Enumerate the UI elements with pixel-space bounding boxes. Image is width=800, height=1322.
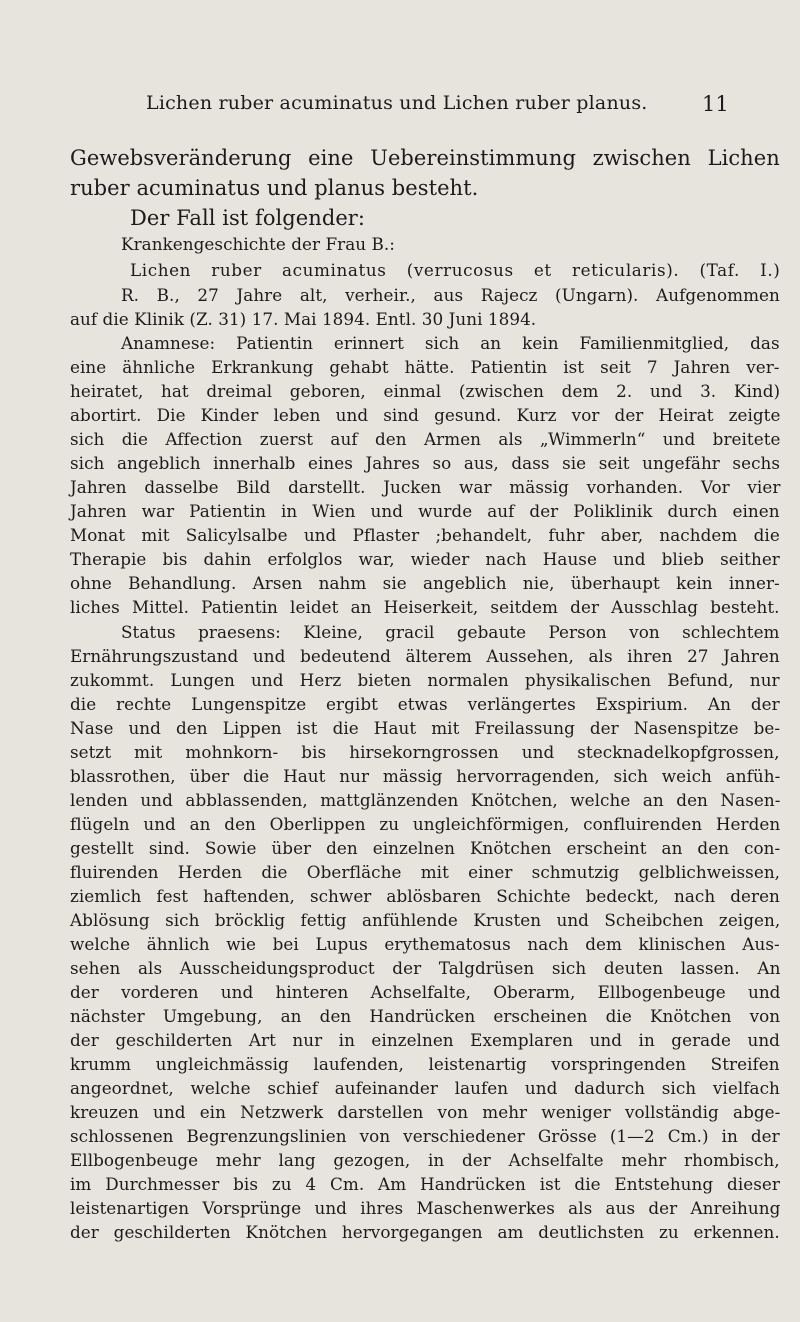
text-line: Jahren dasselbe Bild darstellt. Jucken war mässig vorhanden. Vor vier <box>70 477 781 497</box>
text-line: sich die Affection zuerst auf den Armen als „Wimmerln“ und breitete <box>70 429 781 449</box>
text-line: der geschilderten Knötchen hervorgegangen am deutlichsten zu erkennen. <box>70 1222 780 1242</box>
text-line: schlossenen Begrenzungslinien von verschiedener Grösse (1—2 Cm.) in der <box>70 1126 780 1146</box>
text-line: die rechte Lungenspitze ergibt etwas verlängertes Exspirium. An der <box>70 694 780 714</box>
text-line: Monat mit Salicylsalbe und Pflaster ;behandelt, fuhr aber, nachdem die <box>70 525 780 545</box>
text-line: eine ähnliche Erkrankung gehabt hätte. Patientin ist seit 7 Jahren ver- <box>70 357 780 377</box>
text-line: Ellbogenbeuge mehr lang gezogen, in der Achselfalte mehr rhombisch, <box>70 1150 780 1170</box>
text-line: nächster Umgebung, an den Handrücken erscheinen die Knötchen von <box>70 1006 781 1026</box>
text-line: setzt mit mohnkorn- bis hirsekorngrossen und stecknadelkopfgrossen, <box>70 742 780 762</box>
text-line: sich angeblich innerhalb eines Jahres so aus, dass sie seit ungefähr sechs <box>70 453 781 473</box>
text-line: fluirenden Herden die Oberfläche mit einer schmutzig gelblichweissen, <box>70 862 781 882</box>
text-line: im Durchmesser bis zu 4 Cm. Am Handrücken ist die Entstehung dieser <box>70 1174 780 1194</box>
text-line: blassrothen, über die Haut nur mässig hervorragenden, sich weich anfüh- <box>70 766 781 786</box>
running-head: Lichen ruber acuminatus und Lichen ruber planus. <box>146 92 648 114</box>
text-line: liches Mittel. Patientin leidet an Heiserkeit, seitdem der Ausschlag besteht. <box>70 597 780 617</box>
text-line: gestellt sind. Sowie über den einzelnen Knötchen erscheint an den con- <box>70 838 781 858</box>
text-line: Nase und den Lippen ist die Haut mit Freilassung der Nasenspitze be- <box>70 718 781 738</box>
text-line: flügeln und an den Oberlippen zu ungleichförmigen, confluirenden Herden <box>70 814 781 834</box>
text-line: lenden und abblassenden, mattglänzenden Knötchen, welche an den Nasen- <box>70 790 781 810</box>
text-line: Lichen ruber acuminatus (verrucosus et reticularis). (Taf. I.) <box>130 260 781 280</box>
text-line: Gewebsveränderung eine Uebereinstimmung zwischen Lichen <box>70 146 780 170</box>
page-number: 11 <box>702 92 729 116</box>
text-line: angeordnet, welche schief aufeinander laufen und dadurch sich vielfach <box>70 1078 780 1098</box>
text-line: Krankengeschichte der Frau B.: <box>121 234 396 254</box>
text-line: Jahren war Patientin in Wien und wurde auf der Poliklinik durch einen <box>70 501 780 521</box>
text-line: Ernährungszustand und bedeutend älterem Aussehen, als ihren 27 Jahren <box>70 646 780 666</box>
text-line: Der Fall ist folgender: <box>130 206 366 230</box>
text-line: welche ähnlich wie bei Lupus erythematosus nach dem klinischen Aus- <box>70 934 780 954</box>
text-line: ziemlich fest haftenden, schwer ablösbaren Schichte bedeckt, nach deren <box>70 886 780 906</box>
text-line: kreuzen und ein Netzwerk darstellen von mehr weniger vollständig abge- <box>70 1102 781 1122</box>
text-line: Ablösung sich bröcklig fettig anfühlende Krusten und Scheibchen zeigen, <box>70 910 781 930</box>
text-line: heiratet, hat dreimal geboren, einmal (zwischen dem 2. und 3. Kind) <box>70 381 781 401</box>
text-line: R. B., 27 Jahre alt, verheir., aus Rajecz (Ungarn). Aufgenommen <box>121 285 780 305</box>
text-line: abortirt. Die Kinder leben und sind gesund. Kurz vor der Heirat zeigte <box>70 405 781 425</box>
text-line: ohne Behandlung. Arsen nahm sie angeblich nie, überhaupt kein inner- <box>70 573 780 593</box>
text-line: Therapie bis dahin erfolglos war, wieder nach Hause und blieb seither <box>70 549 780 569</box>
text-line: Status praesens: Kleine, gracil gebaute Person von schlechtem <box>121 622 780 642</box>
text-line: sehen als Ausscheidungsproduct der Talgdrüsen sich deuten lassen. An <box>70 958 781 978</box>
text-line: leistenartigen Vorsprünge und ihres Maschenwerkes als aus der Anreihung <box>70 1198 781 1218</box>
text-line: Anamnese: Patientin erinnert sich an kein Familienmitglied, das <box>121 333 780 353</box>
text-line: krumm ungleichmässig laufenden, leistenartig vorspringenden Streifen <box>70 1054 780 1074</box>
text-line: der vorderen und hinteren Achselfalte, Oberarm, Ellbogenbeuge und <box>70 982 781 1002</box>
text-line: auf die Klinik (Z. 31) 17. Mai 1894. Entl. 30 Juni 1894. <box>70 309 537 329</box>
text-line: ruber acuminatus und planus besteht. <box>70 176 479 200</box>
text-line: der geschilderten Art nur in einzelnen Exemplaren und in gerade und <box>70 1030 780 1050</box>
text-line: zukommt. Lungen und Herz bieten normalen physikalischen Befund, nur <box>70 670 780 690</box>
